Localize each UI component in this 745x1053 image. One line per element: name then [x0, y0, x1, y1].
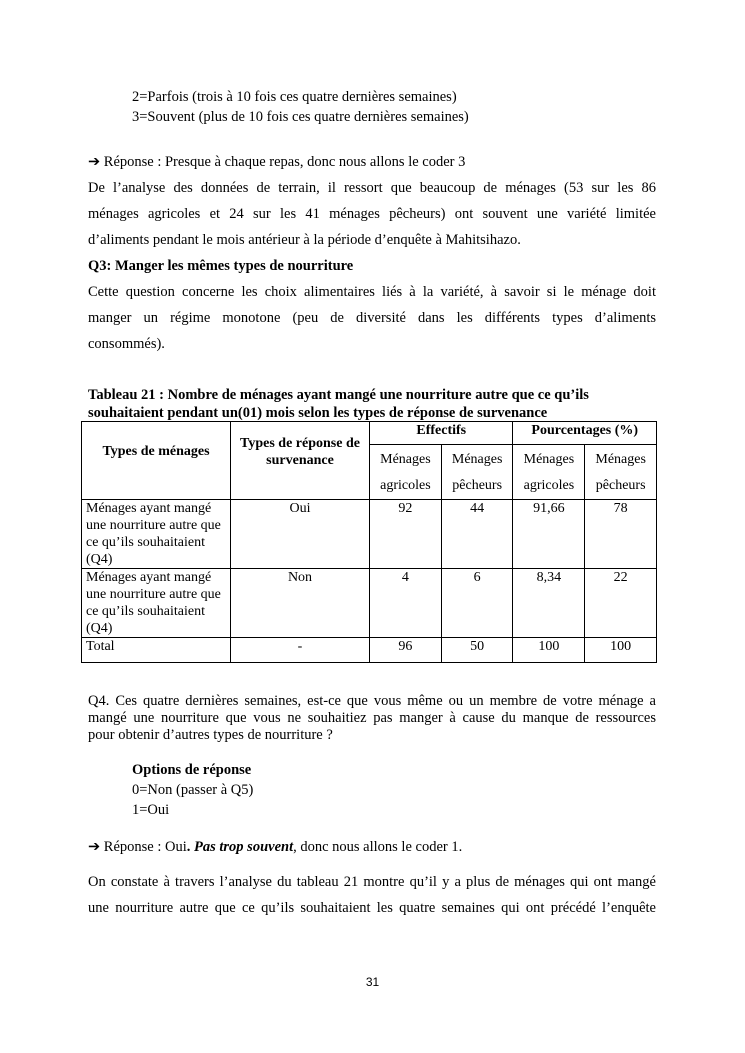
header-types-menages: Types de ménages [82, 422, 231, 500]
subheader-pct-agricoles: Ménages agricoles [513, 445, 585, 500]
row-eff-pecheurs: 6 [441, 569, 513, 638]
q4-line1: Q4. Ces quatre dernières semaines, est-ce que vous même ou un membre de votre ménage a [88, 693, 656, 709]
table-21 [81, 421, 657, 663]
para3-line2: une nourriture autre que ce qu’ils souhaitaient les quatre semaines qui ont précédé l’enquête [88, 900, 656, 916]
row-response: Oui [231, 500, 370, 569]
row-pct-agricoles: 8,34 [513, 569, 585, 638]
page-number: 31 [365, 975, 380, 989]
row-eff-agricoles: 4 [370, 569, 442, 638]
row-pct-pecheurs: 78 [585, 500, 657, 569]
table-caption-line2: souhaitaient pendant un(01) mois selon les types de réponse de survenance [88, 405, 548, 421]
response-q4 [88, 839, 462, 856]
row-response: - [231, 638, 370, 663]
table-row [82, 569, 657, 638]
options-title: Options de réponse [132, 762, 252, 778]
subheader-effectifs-agricoles: Ménages agricoles [370, 445, 442, 500]
header-effectifs: Effectifs [370, 422, 513, 445]
row-eff-agricoles: 96 [370, 638, 442, 663]
para1-line1: De l’analyse des données de terrain, il ressort que beaucoup de ménages (53 sur les 86 [88, 180, 656, 196]
row-pct-agricoles: 100 [513, 638, 585, 663]
response-q4-prefix: ➔ Réponse : Oui [88, 839, 187, 855]
para1-line3: d’aliments pendant le mois antérieur à la période d’enquête à Mahitsihazo. [88, 232, 521, 248]
q4-line2: mangé une nourriture que vous ne souhaitiez pas manger à cause du manque de ressources [88, 710, 656, 726]
response-q4-suffix: , donc nous allons le coder 1. [293, 839, 463, 855]
row-response: Non [231, 569, 370, 638]
subheader-effectifs-pecheurs: Ménages pêcheurs [441, 445, 513, 500]
row-label: Total [82, 638, 231, 663]
para2-line2: manger un régime monotone (peu de diversité dans les différents types d’aliments [88, 310, 656, 326]
q4-line3: pour obtenir d’autres types de nourriture ? [88, 727, 333, 743]
subheader-pct-pecheurs: Ménages pêcheurs [585, 445, 657, 500]
row-pct-agricoles: 91,66 [513, 500, 585, 569]
row-eff-pecheurs: 50 [441, 638, 513, 663]
row-eff-pecheurs: 44 [441, 500, 513, 569]
para2-line1: Cette question concerne les choix alimentaires liés à la variété, à savoir si le ménage doit [88, 284, 656, 300]
response-q2: ➔ Réponse : Presque à chaque repas, donc nous allons le coder 3 [88, 154, 466, 170]
option-souvent: 3=Souvent (plus de 10 fois ces quatre dernières semaines) [132, 109, 469, 125]
option-oui: 1=Oui [132, 802, 170, 818]
row-eff-agricoles: 92 [370, 500, 442, 569]
table-row [82, 500, 657, 569]
response-q4-dot: . [186, 839, 191, 855]
row-pct-pecheurs: 100 [585, 638, 657, 663]
option-non: 0=Non (passer à Q5) [132, 782, 254, 798]
para1-line2: ménages agricoles et 24 sur les 41 ménages pêcheurs) ont souvent une variété limitée [88, 206, 656, 222]
row-label: Ménages ayant mangé une nourriture autre que ce qu’ils souhaitaient (Q4) [82, 500, 231, 569]
row-label: Ménages ayant mangé une nourriture autre que ce qu’ils souhaitaient (Q4) [82, 569, 231, 638]
row-pct-pecheurs: 22 [585, 569, 657, 638]
header-types-reponse: Types de réponse de survenance [231, 422, 370, 500]
header-pourcentages: Pourcentages (%) [513, 422, 657, 445]
option-parfois: 2=Parfois (trois à 10 fois ces quatre dernières semaines) [132, 89, 457, 105]
q3-heading: Q3: Manger les mêmes types de nourriture [88, 258, 354, 274]
response-q4-italic: Pas trop souvent [190, 839, 294, 855]
table-caption-line1: Tableau 21 : Nombre de ménages ayant mangé une nourriture autre que ce qu’ils [88, 387, 589, 403]
para3-line1: On constate à travers l’analyse du tableau 21 montre qu’il y a plus de ménages qui ont mangé [88, 874, 656, 890]
table-row-total [82, 638, 657, 663]
para2-line3: consommés). [88, 336, 165, 352]
